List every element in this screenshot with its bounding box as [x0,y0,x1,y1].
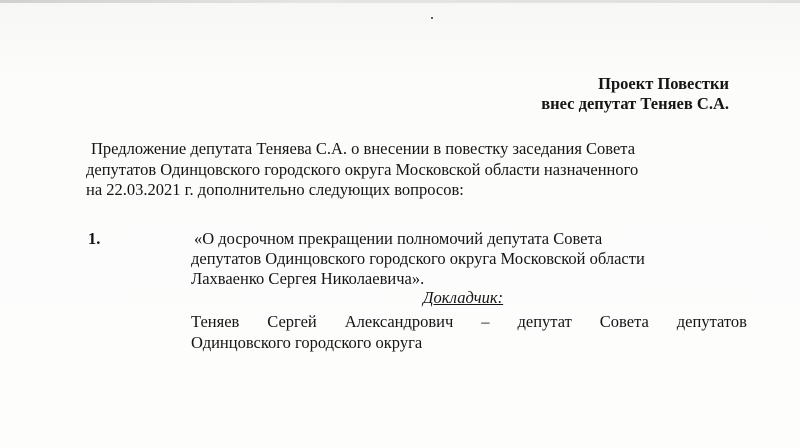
intro-paragraph [86,139,736,201]
header-title: Проект Повестки [598,74,729,93]
header-author: внес депутат Теняев С.А. [541,94,729,113]
item-line: депутатов Одинцовского городского округа Московской области [191,249,645,268]
item-line: Лахваенко Сергея Николаевича». [191,269,425,288]
speaker-word: депутат [517,312,572,331]
scan-top-edge [0,0,800,3]
speaker-word: Сергей [267,312,317,331]
speaker-word: Александрович [344,312,454,331]
speaker-word: депутатов [676,312,747,331]
speaker-block [191,311,747,353]
item-text [191,229,746,289]
speaker-line-2: Одинцовского городского округа [191,333,423,352]
intro-line: депутатов Одинцовского городского округа Московской области назначенного [86,159,639,179]
speaker-line-1 [191,311,747,332]
item-number: 1. [88,229,101,248]
speaker-word: Совета [599,312,649,331]
item-line: «О досрочном прекращении полномочий депутата Совета [194,229,603,248]
speaker-word: Теняев [191,312,240,331]
intro-line: Предложение депутата Теняева С.А. о внесении в повестку заседания Совета [91,139,636,158]
speaker-label: Докладчик: [423,288,504,307]
scan-speck [431,17,433,19]
intro-line: на 22.03.2021 г. дополнительно следующих вопросов: [86,180,464,199]
speaker-word: – [481,312,490,331]
